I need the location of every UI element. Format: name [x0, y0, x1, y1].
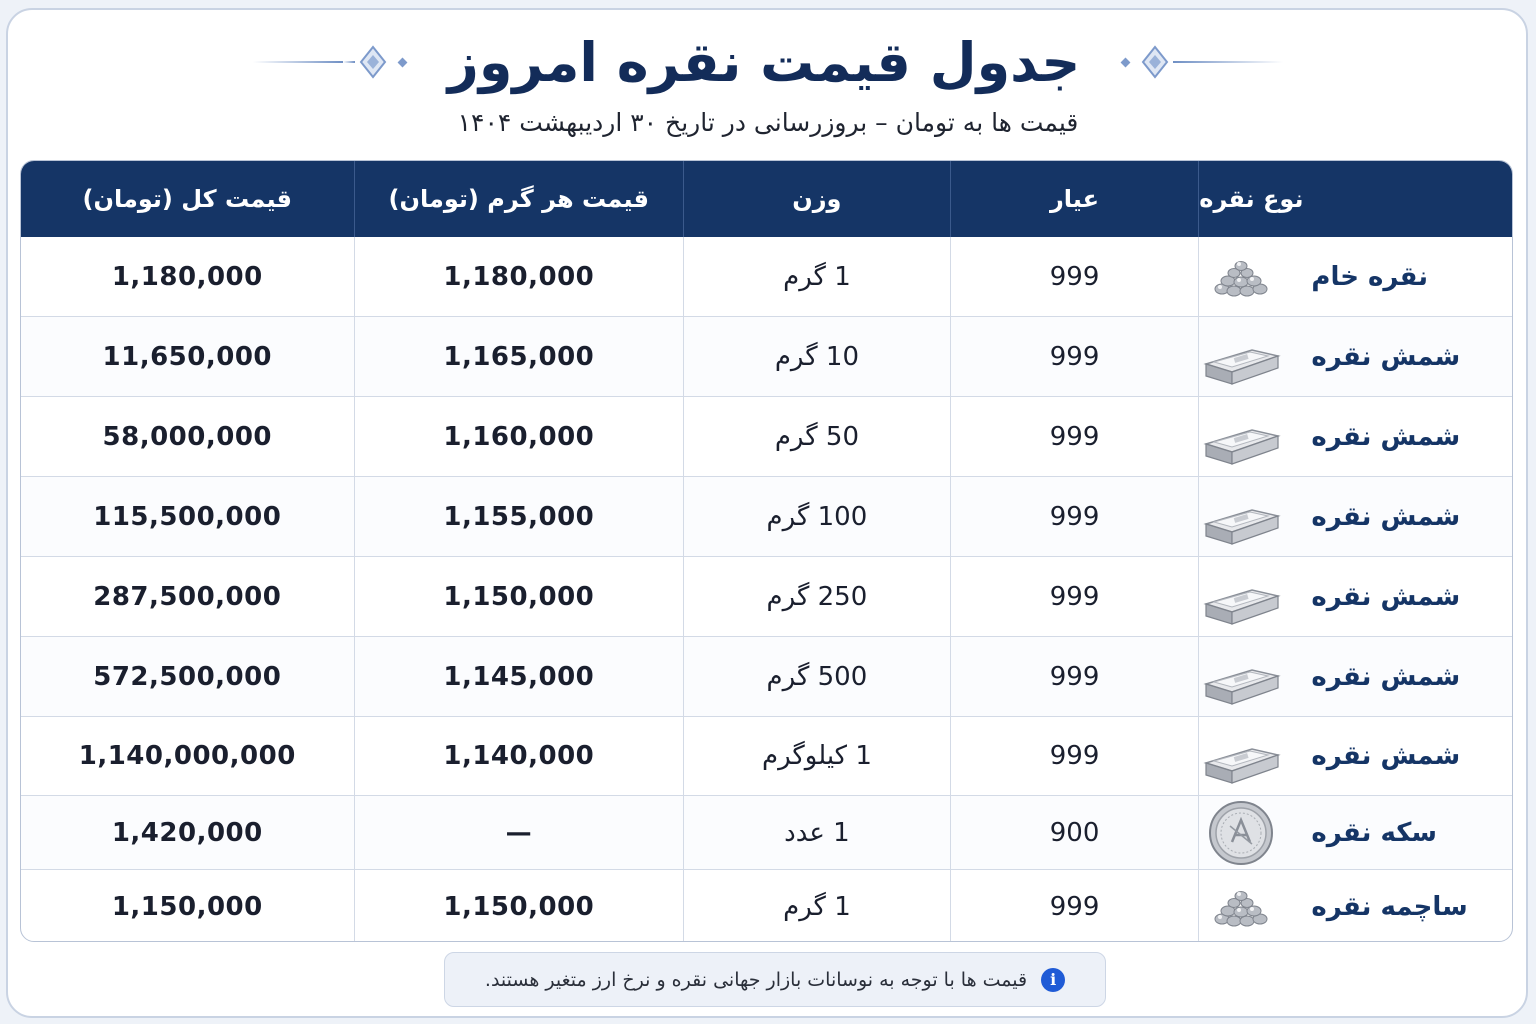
cell-total-price: 1,150,000 — [111, 891, 263, 922]
cell-per-gram-price: 1,150,000 — [354, 870, 684, 942]
info-note-text: قیمت ها با توجه به نوسانات بازار جهانی نقره و نرخ ارز متغیر هستند. — [484, 968, 1028, 991]
cell-weight: 100 گرم — [683, 477, 950, 556]
page-subtitle: قیمت ها به تومان – بروزرسانی در تاریخ ۳۰ اردیبهشت ۱۴۰۴ — [457, 108, 1079, 137]
cell-type — [1198, 237, 1512, 316]
cell-weight: 1 گرم — [683, 870, 950, 942]
cell-karat: 900 — [950, 796, 1199, 869]
diamond-ornament-icon — [355, 44, 391, 80]
silver-type-label: شمش نقره — [1311, 661, 1461, 692]
silver-type-label: شمش نقره — [1311, 421, 1461, 452]
cell-per-gram-price: 1,150,000 — [354, 557, 684, 636]
cell-total-price: 287,500,000 — [93, 581, 282, 612]
info-icon: i — [1041, 968, 1065, 992]
column-header-weight: وزن — [683, 161, 950, 237]
cell-type — [1198, 477, 1512, 556]
cell-total-price: 11,650,000 — [102, 341, 273, 372]
diamond-ornament-icon — [1137, 44, 1173, 80]
column-header-per-gram: قیمت هر گرم (تومان) — [354, 161, 684, 237]
cell-per-gram-price: 1,140,000 — [354, 717, 684, 795]
cell-per-gram-price: — — [354, 796, 684, 869]
column-header-karat: عیار — [950, 161, 1199, 237]
silver-bar-icon — [1199, 325, 1283, 389]
title-bar — [0, 22, 1536, 102]
cell-type — [1198, 637, 1512, 716]
cell-weight: 50 گرم — [683, 397, 950, 476]
table-row — [21, 636, 1512, 716]
silver-granules-icon — [1199, 245, 1283, 309]
silver-type-label: شمش نقره — [1311, 501, 1461, 532]
table-body — [21, 237, 1512, 942]
silver-bar-icon — [1199, 405, 1283, 469]
cell-karat: 999 — [950, 317, 1199, 396]
cell-type — [1198, 557, 1512, 636]
silver-price-table — [20, 160, 1513, 942]
cell-karat: 999 — [950, 237, 1199, 316]
cell-weight: 1 گرم — [683, 237, 950, 316]
table-row — [21, 237, 1512, 316]
cell-weight: 500 گرم — [683, 637, 950, 716]
cell-type — [1198, 796, 1512, 869]
info-note — [444, 952, 1106, 1007]
table-row — [21, 716, 1512, 795]
cell-per-gram-price: 1,155,000 — [354, 477, 684, 556]
cell-total-price: 58,000,000 — [102, 421, 273, 452]
silver-bar-icon — [1199, 485, 1283, 549]
cell-karat: 999 — [950, 637, 1199, 716]
cell-karat: 999 — [950, 870, 1199, 942]
table-header — [21, 161, 1512, 237]
cell-total-price: 1,420,000 — [111, 817, 263, 848]
cell-karat: 999 — [950, 717, 1199, 795]
column-header-type: نوع نقره — [1198, 161, 1512, 237]
cell-type — [1198, 717, 1512, 795]
cell-per-gram-price: 1,160,000 — [354, 397, 684, 476]
table-row — [21, 869, 1512, 942]
silver-type-label: شمش نقره — [1311, 741, 1461, 771]
silver-bar-icon — [1199, 724, 1283, 788]
cell-karat: 999 — [950, 477, 1199, 556]
cell-type — [1198, 870, 1512, 942]
cell-total-price: 572,500,000 — [93, 661, 282, 692]
cell-per-gram-price: 1,180,000 — [354, 237, 684, 316]
silver-type-label: سکه نقره — [1311, 817, 1437, 848]
cell-total-price: 1,140,000,000 — [78, 741, 296, 771]
title-ornament-right — [1114, 44, 1283, 80]
cell-total-price: 1,180,000 — [111, 261, 263, 292]
table-row — [21, 396, 1512, 476]
cell-weight: 250 گرم — [683, 557, 950, 636]
silver-coin-icon — [1199, 801, 1283, 865]
table-row — [21, 795, 1512, 869]
silver-type-label: شمش نقره — [1311, 581, 1461, 612]
cell-per-gram-price: 1,165,000 — [354, 317, 684, 396]
cell-weight: 1 عدد — [683, 796, 950, 869]
silver-bar-icon — [1199, 565, 1283, 629]
cell-weight: 1 کیلوگرم — [683, 717, 950, 795]
cell-weight: 10 گرم — [683, 317, 950, 396]
silver-type-label: ساچمه نقره — [1311, 891, 1468, 922]
silver-type-label: نقره خام — [1311, 261, 1429, 292]
table-row — [21, 476, 1512, 556]
title-ornament-left — [253, 44, 414, 80]
table-row — [21, 316, 1512, 396]
cell-type — [1198, 317, 1512, 396]
cell-type — [1198, 397, 1512, 476]
column-header-total: قیمت کل (تومان) — [82, 185, 292, 213]
silver-type-label: شمش نقره — [1311, 341, 1461, 372]
cell-karat: 999 — [950, 397, 1199, 476]
cell-total-price: 115,500,000 — [93, 501, 282, 532]
cell-karat: 999 — [950, 557, 1199, 636]
table-row — [21, 556, 1512, 636]
silver-granules-icon — [1199, 875, 1283, 939]
page-title: جدول قیمت نقره امروز — [447, 30, 1081, 94]
silver-bar-icon — [1199, 645, 1283, 709]
cell-per-gram-price: 1,145,000 — [354, 637, 684, 716]
